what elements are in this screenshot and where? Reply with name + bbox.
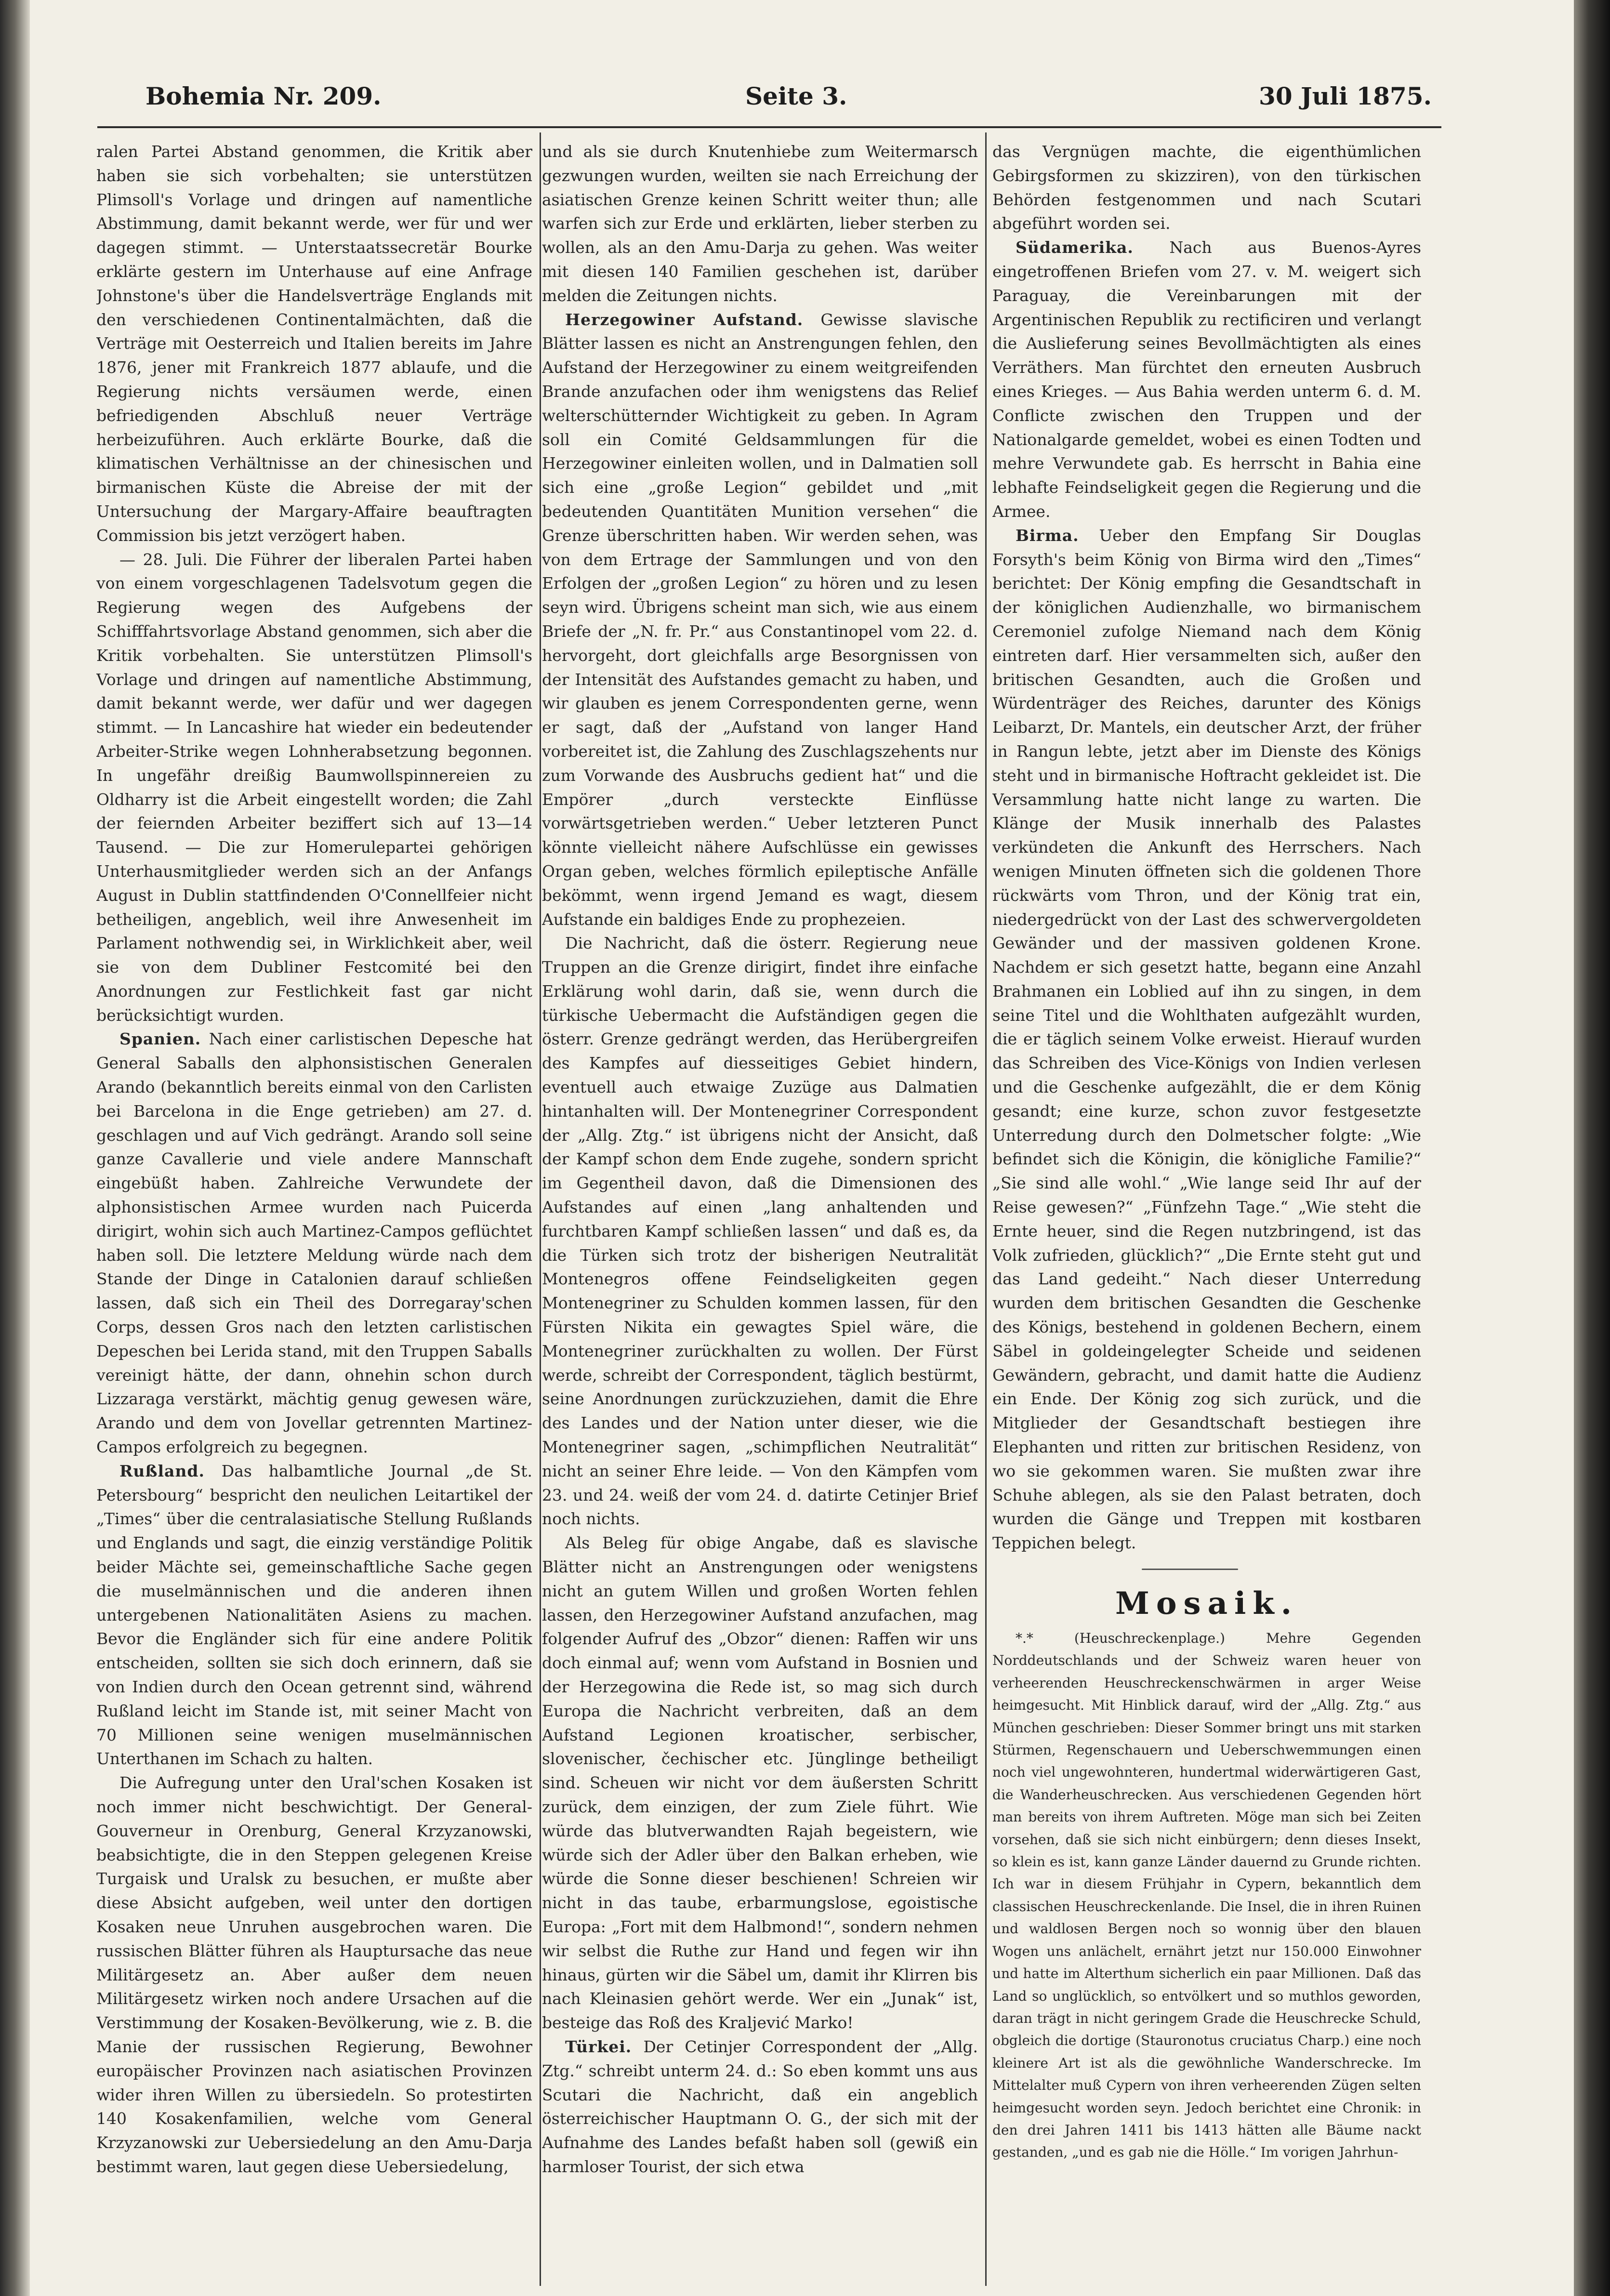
column-rule-1: [540, 132, 541, 2286]
article-paragraph: Als Beleg für obige Angabe, daß es slavische Blätter nicht an Anstrengungen oder wenigstens nicht an gutem Willen und großen Worten fehlen lassen, den Herzegowiner Aufstand anzufachen, mag folgender Aufruf des „Obzor“ dienen: Raffen wir uns doch einmal auf; wenn vom Aufstand in Bosnien und der Herzegowina die Rede ist, so mag sich durch Europa die Nachricht verbreiten, daß an dem Aufstand Legionen kroatischer, serbischer, slovenischer, čechischer etc. Jünglinge betheiligt sind. Scheuen wir nicht vor dem äußersten Schritt zurück, dem einzigen, der zum Ziele führt. Wie würde das blutverwandten Rajah begeistern, wie würde sich der Adler über den Balkan erheben, wie würde die Sonne dieser beschienen! Schreien wir nicht in das taube, erbarmungslose, egoistische Europa: „Fort mit dem Halbmond!“, sondern nehmen wir selbst die Ruthe zur Hand und fegen wir ihn hinaus, gürten wir die Säbel um, damit ihr Klirren bis nach Kleinasien gehört werde. Wer ein „Junak“ ist, besteige das Roß des Kraljević Marko!: [542, 1533, 978, 2032]
section-heading-birma: Birma.: [1016, 526, 1079, 545]
column-rule-2: [985, 132, 987, 2286]
article-paragraph: Ueber den Empfang Sir Douglas Forsyth's beim König von Birma wird den „Times“ berichtet: Der König empfing die Gesandtschaft in der königlichen Audienzhalle, wo birmanischem Ceremoniel zufolge Niemand nach dem König eintreten darf. Hier versammelten sich, außer den britischen Gesandten, auch die Großen und Würdenträger des Reiches, darunter des Königs Leibarzt, Dr. Mantels, ein deutscher Arzt, der früher in Rangun lebte, jetzt aber im Dienste des Königs steht und in birmanische Hoftracht gekleidet ist. Die Versammlung hatte nicht lange zu warten. Die Klänge der Musik innerhalb des Palastes verkündeten die Ankunft des Herrschers. Nach wenigen Minuten öffneten sich die goldenen Thore rückwärts vom Thron, und der König trat ein, niedergedrückt von der Last des schwervergoldeten Gewänder und der massiven goldenen Krone. Nachdem er sich gesetzt hatte, begann eine Anzahl Brahmanen ein Loblied auf ihn zu singen, in dem seine Titel und die Wohlthaten aufgezählt wurden, die er täglich seinem Volke erweist. Hierauf wurden das Schreiben des Vice-Königs von Indien verlesen und die Geschenke aufgezählt, die er dem König gesandt; eine kurze, schon zuvor festgesetzte Unterredung durch den Dolmetscher folgte: „Wie befindet sich die Königin, die königliche Familie?“ „Sie sind alle wohl.“ „Wie lange seid Ihr auf der Reise gewesen?“ „Fünfzehn Tage.“ „Wie steht die Ernte heuer, sind die Regen nutzbringend, ist das Volk zufrieden, glücklich?“ „Die Ernte steht gut und das Land gedeiht.“ Nach dieser Unterredung wurden dem britischen Gesandten die Geschenke des Königs, bestehend in goldenen Bechern, einem Säbel in goldeingelegter Scheide und seidenen Gewändern, gebracht, und damit hatte die Audienz ein Ende. Der König zog sich zurück, und die Mitglieder der Gesandtschaft bestiegen ihre Elephanten und ritten zur britischen Residenz, von wo sie gekommen waren. Sie mußten zwar ihre Schuhe ablegen, als sie den Palast betraten, doch wurden die Gänge und Treppen mit kostbaren Teppichen belegt.: [992, 526, 1421, 1553]
section-heading-spanien: Spanien.: [119, 1029, 201, 1049]
section-heading-russland: Rußland.: [119, 1461, 205, 1480]
page-header: [97, 82, 1432, 120]
article-paragraph: Nach einer carlistischen Depesche hat General Saballs den alphonsistischen Generalen Arando (bekanntlich bereits einmal von den Carlisten bei Barcelona in die Enge getrieben) am 27. d. geschlagen und auf Vich gedrängt. Arando soll seine ganze Cavallerie und viele andere Mannschaft eingebüßt haben. Zahlreiche Verwundete der alphonsistischen Armee wurden nach Puicerda dirigirt, wohin sich auch Martinez-Campos geflüchtet haben soll. Die letztere Meldung würde nach dem Stande der Dinge in Catalonien darauf schließen lassen, daß sich ein Theil des Dorregaray'schen Corps, dessen Gros nach den letzten carlistischen Depeschen bei Lerida stand, mit den Truppen Saballs vereinigt hätte, der dann, ohnehin schon durch Lizzaraga verstärkt, mächtig genug gewesen wäre, Arando und dem von Jovellar getrennten Martinez-Campos erfolgreich zu begegnen.: [96, 1029, 532, 1457]
article-paragraph: Gewisse slavische Blätter lassen es nicht an Anstrengungen fehlen, den Aufstand der Herzegowiner zu einem weitgreifenden Brande anzufachen oder ihm wenigstens das Relief welterschütternder Wichtigkeit zu geben. In Agram soll ein Comité Geldsammlungen für die Herzegowiner einleiten wollen, und in Dalmatien soll sich eine „große Legion“ gebildet und „mit bedeutenden Quantitäten Munition versehen“ die Grenze überschritten haben. Wir werden sehen, was von dem Ertrage der Sammlungen und von den Erfolgen der „großen Legion“ zu hören und zu lesen seyn wird. Übrigens scheint man sich, wie aus einem Briefe der „N. fr. Pr.“ aus Constantinopel vom 22. d. hervorgeht, dort gleichfalls arge Besorgnissen von der Intensität des Aufstandes gemacht zu haben, und wir glauben es jenem Correspondenten gerne, wenn er sagt, daß der „Aufstand von langer Hand vorbereitet ist, die Zahlung des Zuschlagszehents nur zum Vorwande des Ausbruchs gedient hat“ und die Empörer „durch versteckte Einflüsse vorwärtsgetrieben werden.“ Ueber letzteren Punct könnte vielleicht nähere Aufschlüsse ein gewisses Organ geben, welches förmlich epileptische Anfälle bekömmt, wenn irgend Jemand es wagt, diesem Aufstande ein baldiges Ende zu prophezeien.: [542, 310, 978, 929]
section-heading-suedamerika: Südamerika.: [1016, 238, 1134, 257]
article-paragraph: Nach aus Buenos-Ayres eingetroffenen Briefen vom 27. v. M. weigert sich Paraguay, die Vereinbarungen mit der Argentinischen Republik zu rectificiren und verlangt die Auslieferung seines Bevollmächtigten als eines Verräthers. Man fürchtet den erneuten Ausbruch eines Krieges. — Aus Bahia werden unterm 6. d. M. Conflicte zwischen den Truppen und der Nationalgarde gemeldet, wobei es einen Todten und mehre Verwundete gab. Es herrscht in Bahia eine lebhafte Feindseligkeit gegen die Regierung und die Armee.: [992, 238, 1421, 521]
article-paragraph: Der Cetinjer Correspondent der „Allg. Ztg.“ schreibt unterm 24. d.: So eben kommt uns aus Scutari die Nachricht, daß ein angeblich österreichischer Hauptmann O. G., der sich mit der Aufnahme des Landes befaßt haben soll (gewiß ein harmloser Tourist, der sich etwa: [542, 2037, 978, 2176]
article-paragraph: Das halbamtliche Journal „de St. Petersbourg“ bespricht den neulichen Leitartikel der „Times“ über die centralasiatische Stellung Rußlands und Englands und sagt, die einzig verständige Politik beider Mächte sei, gemeinschaftliche Sache gegen die muselmännischen und die anderen ihnen untergebenen Nationalitäten Asiens zu machen. Bevor die Engländer sich für eine andere Politik entscheiden, sollten sie sich doch erinnern, daß sie von Indien durch den Ocean getrennt sind, während Rußland leicht im Stande ist, mit seiner Macht von 70 Millionen seine wenigen muselmännischen Unterthanen im Schach zu halten.: [96, 1461, 532, 1768]
article-paragraph: ralen Partei Abstand genommen, die Kritik aber haben sie sich vorbehalten; sie unterstützen Plimsoll's Vorlage und dringen auf namentliche Abstimmung, damit bekannt werde, wer für und wer dagegen stimmt. — Unterstaatssecretär Bourke erklärte gestern im Unterhause auf eine Anfrage Johnstone's über die Handelsverträge Englands mit den verschiedenen Continentalmächten, daß die Verträge mit Oesterreich und Italien bereits im Jahre 1876, jener mit Frankreich 1877 ablaufe, und die Regierung nichts versäumen werde, einen befriedigenden Abschluß neuer Verträge herbeizuführen. Auch erklärte Bourke, daß die klimatischen Verhältnisse an der chinesischen und birmanischen Küste die Abreise der mit der Untersuchung der Margary-Affaire beauftragten Commission bis jetzt verzögert haben.: [96, 142, 532, 545]
column-2: [542, 140, 978, 2283]
section-title-mosaik: Mosaik.: [1115, 1585, 1298, 1622]
section-heading-herzegowina: Herzegowiner Aufstand.: [565, 310, 804, 329]
right-page-edge: [1574, 0, 1610, 2296]
article-paragraph: — 28. Juli. Die Führer der liberalen Partei haben von einem vorgeschlagenen Tadelsvotum gegen die Regierung wegen des Aufgebens der Schifffahrtsvorlage Abstand genommen, sich aber die Kritik vorbehalten. Sie unterstützen Plimsoll's Vorlage und dringen auf namentliche Abstimmung, damit bekannt werde, wer dafür und wer dagegen stimmt. — In Lancashire hat wieder ein bedeutender Arbeiter-Strike wegen Lohnherabsetzung begonnen. In ungefähr dreißig Baumwollspinnereien zu Oldharry ist die Arbeit eingestellt worden; die Zahl der feiernden Arbeiter beziffert sich auf 13—14 Tausend. — Die zur Homerulepartei gehörigen Unterhausmitglieder werden sich an der Anfangs August in Dublin stattfindenden O'Connellfeier nicht betheiligen, angeblich, weil ihre Anwesenheit im Parlament nothwendig sei, in Wirklichkeit aber, weil sie von dem Dubliner Festcomité bei den Anordnungen zur Festlichkeit fast gar nicht berücksichtigt wurden.: [96, 550, 532, 1025]
header-date: 30 Juli 1875.: [1259, 82, 1432, 110]
column-3: [992, 140, 1421, 2283]
feuilleton-paragraph: *.* (Heuschreckenplage.) Mehre Gegenden Norddeutschlands und der Schweiz waren heuer von verheerenden Heuschreckenschwärmen in arger Weise heimgesucht. Mit Hinblick darauf, wird der „Allg. Ztg.“ aus München geschrieben: Dieser Sommer bringt uns mit starken Stürmen, Regenschauern und Ueberschwemmungen einen noch viel ungewohnteren, hundertmal widerwärtigeren Gast, die Wanderheuschrecken. Aus verschiedenen Gegenden hört man bereits von ihrem Auftreten. Möge man sich bei Zeiten vorsehen, daß sie sich nicht einbürgern; denn dieses Insekt, so klein es ist, kann ganze Länder dauernd zu Grunde richten. Ich war in diesem Frühjahr in Cypern, bekanntlich dem classischen Heuschreckenlande. Die Insel, die in ihren Ruinen und waldlosen Bergen noch so wonnig über den blauen Wogen uns anlächelt, ernährt jetzt nur 150.000 Einwohner und hatte im Alterthum sicherlich ein paar Millionen. Daß das Land so unglücklich, so entvölkert und so muthlos geworden, daran trägt in nicht geringem Grade die Heuschrecke Schuld, obgleich die dortige (Stauronotus cruciatus Charp.) eine noch kleinere Art ist als die gewöhnliche Wanderschrecke. Im Mittelalter muß Cypern von ihren verheerenden Zügen selten heimgesucht worden seyn. Jedoch berichtet eine Chronik: in den drei Jahren 1411 bis 1413 hätten alle Bäume nackt gestanden, „und es gab nie die Hölle.“ Im vorigen Jahrhun-: [992, 1630, 1421, 2161]
section-divider-ornament: [992, 1560, 1421, 1579]
article-paragraph: und als sie durch Knutenhiebe zum Weitermarsch gezwungen wurden, weilten sie nach Erreichung der asiatischen Grenze keinen Schritt weiter thun; alle warfen sich zur Erde und erklärten, lieber sterben zu wollen, als an den Amu-Darja zu gehen. Was weiter mit diesen 140 Familien geschehen ist, darüber melden die Zeitungen nichts.: [542, 142, 978, 305]
newspaper-page: [30, 0, 1574, 2296]
column-1: [96, 140, 532, 2283]
article-paragraph: Die Aufregung unter den Ural'schen Kosaken ist noch immer nicht beschwichtigt. Der General-Gouverneur in Orenburg, General Krzyzanowski, beabsichtigte, die in den Steppen gelegenen Kreise Turgaisk und Uralsk zu besuchen, er mußte aber diese Absicht aufgeben, weil unter den dortigen Kosaken neue Unruhen ausgebrochen waren. Die russischen Blätter führen als Hauptursache das neue Militärgesetz an. Aber außer dem neuen Militärgesetz wirken noch andere Ursachen auf die Verstimmung der Kosaken-Bevölkerung, wie z. B. die Manie der russischen Regierung, Bewohner europäischer Provinzen nach asiatischen Provinzen wider ihren Willen zu übersiedeln. So protestirten 140 Kosakenfamilien, welche vom General Krzyzanowski zur Uebersiedelung an den Amu-Darja bestimmt waren, laut gegen diese Uebersiedelung,: [96, 1773, 532, 2176]
section-heading-tuerkei: Türkei.: [565, 2037, 632, 2056]
article-paragraph: Die Nachricht, daß die österr. Regierung neue Truppen an die Grenze dirigirt, findet ihre einfache Erklärung wohl darin, daß sie, wenn durch die türkische Uebermacht die Aufständigen gegen die österr. Grenze gedrängt werden, das Herübergreifen des Kampfes auf diesseitiges Gebiet hindern, eventuell auch etwaige Zuzüge aus Dalmatien hintanhalten will. Der Montenegriner Correspondent der „Allg. Ztg.“ ist übrigens nicht der Ansicht, daß der Kampf schon dem Ende zugehe, sondern spricht im Gegentheil davon, daß die Dimensionen des Aufstandes auf einen „lang anhaltenden und furchtbaren Kampf schließen lassen“ und daß es, da die Türken sich trotz der bisherigen Neutralität Montenegros offene Feindseligkeiten gegen Montenegriner zu Schulden kommen lassen, für den Fürsten Nikita ein gewagtes Spiel wäre, die Montenegriner zurückhalten zu wollen. Der Fürst werde, schreibt der Correspondent, täglich bestürmt, seine Anordnungen zurückzuziehen, damit die Ehre des Landes und der Nation unter dieser, wie die Montenegriner sagen, „schimpflichen Neutralität“ nicht an seiner Ehre leide. — Von den Kämpfen vom 23. und 24. weiß der vom 24. d. datirte Cetinjer Brief noch nichts.: [542, 934, 978, 1529]
header-page-number: Seite 3.: [745, 82, 847, 110]
header-masthead: Bohemia Nr. 209.: [145, 82, 382, 110]
header-rule: [97, 126, 1441, 128]
left-page-edge: [0, 0, 30, 2296]
article-paragraph: das Vergnügen machte, die eigenthümlichen Gebirgsformen zu skizziren), von den türkischen Behörden festgenommen und nach Scutari abgeführt worden sei.: [992, 142, 1421, 233]
